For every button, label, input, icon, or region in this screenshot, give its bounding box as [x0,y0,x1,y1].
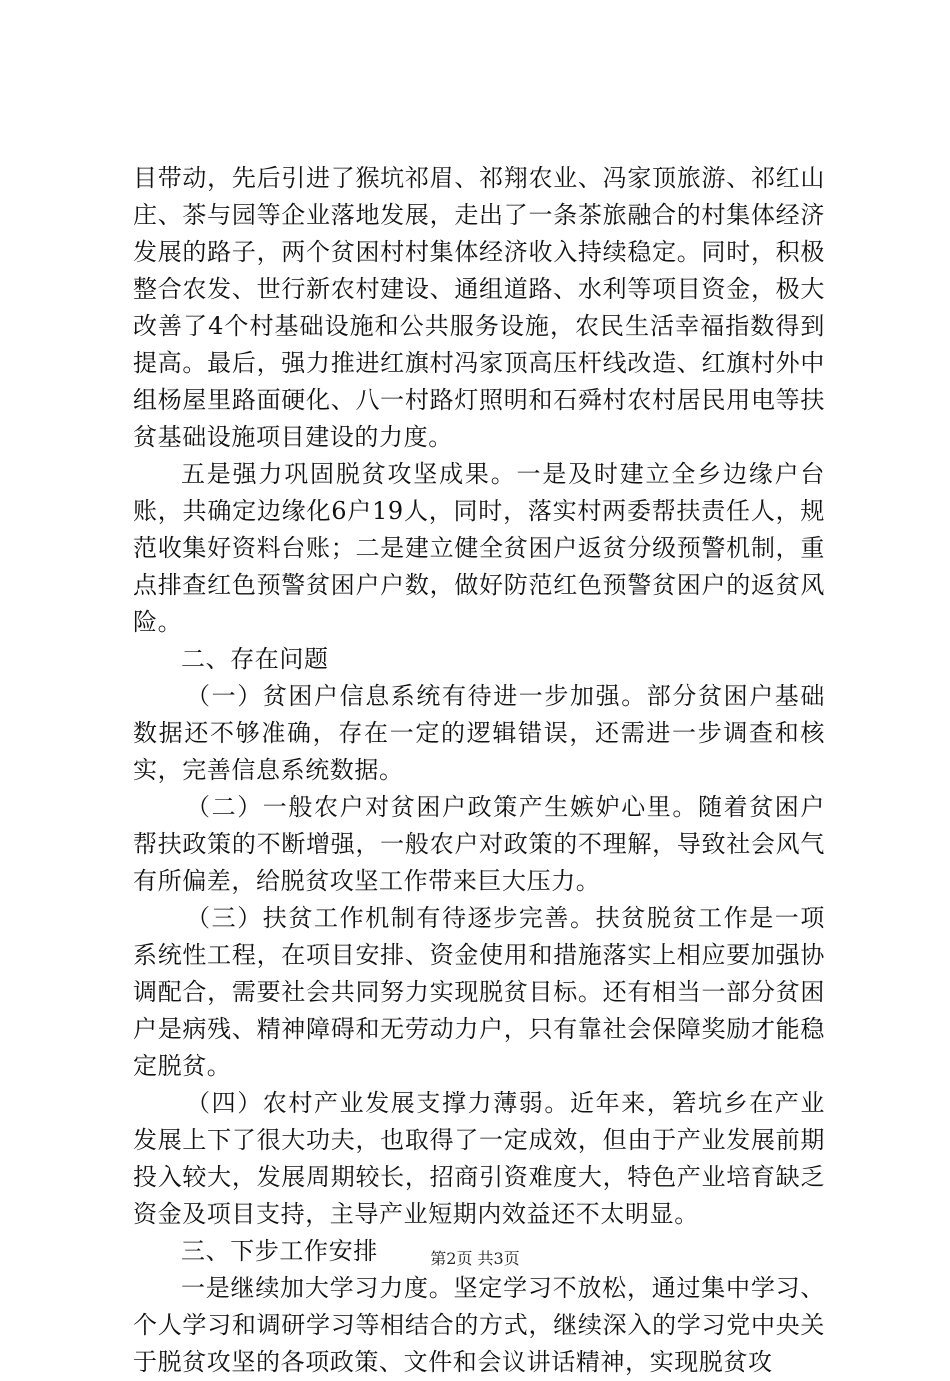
paragraph-consolidate-results: 五是强力巩固脱贫攻坚成果。一是及时建立全乡边缘户台账，共确定边缘化6户19人，同时，落实村两委帮扶责任人，规范收集好资料台账；二是建立健全贫困户返贫分级预警机制，重点排查红色预警贫困户户数，做好防范红色预警贫困户的返贫风险。 [133,460,825,636]
paragraph-problem-1: （一）贫困户信息系统有待进一步加强。部分贫困户基础数据还不够准确，存在一定的逻辑错误，还需进一步调查和核实，完善信息系统数据。 [133,682,825,784]
paragraph-problem-2: （二）一般农户对贫困户政策产生嫉妒心里。随着贫困户帮扶政策的不断增强，一般农户对政策的不理解，导致社会风气有所偏差，给脱贫攻坚工作带来巨大压力。 [133,793,825,895]
page-footer: 第2页 共3页 [430,1249,520,1268]
paragraph-problem-3: （三）扶贫工作机制有待逐步完善。扶贫脱贫工作是一项系统性工程，在项目安排、资金使用和措施落实上相应要加强协调配合，需要社会共同努力实现脱贫目标。还有相当一部分贫困户是病残、精神障碍和无劳动力户，只有靠社会保障奖励才能稳定脱贫。 [133,904,825,1080]
paragraph-problem-4: （四）农村产业发展支撑力薄弱。近年来，箬坑乡在产业发展上下了很大功夫，也取得了一定成效，但由于产业发展前期投入较大，发展周期较长，招商引资难度大，特色产业培育缺乏资金及项目支持，主导产业短期内效益还不太明显。 [133,1089,825,1228]
paragraph-next-step-1: 一是继续加大学习力度。坚定学习不放松，通过集中学习、个人学习和调研学习等相结合的方式，继续深入的学习党中央关于脱贫攻坚的各项政策、文件和会议讲话精神，实现脱贫攻 [133,1274,825,1376]
section-heading-problems: 二、存在问题 [181,645,329,673]
section-heading-next-steps: 三、下步工作安排 [181,1237,378,1265]
document-body [133,160,825,1381]
paragraph-infrastructure: 目带动，先后引进了猴坑祁眉、祁翔农业、冯家顶旅游、祁红山庄、茶与园等企业落地发展，走出了一条茶旅融合的村集体经济发展的路子，两个贫困村村集体经济收入持续稳定。同时，积极整合农发、世行新农村建设、通组道路、水利等项目资金，极大改善了4个村基础设施和公共服务设施，农民生活幸福指数得到提高。最后，强力推进红旗村冯家顶高压杆线改造、红旗村外中组杨屋里路面硬化、八一村路灯照明和石舜村农村居民用电等扶贫基础设施项目建设的力度。 [133,164,825,451]
